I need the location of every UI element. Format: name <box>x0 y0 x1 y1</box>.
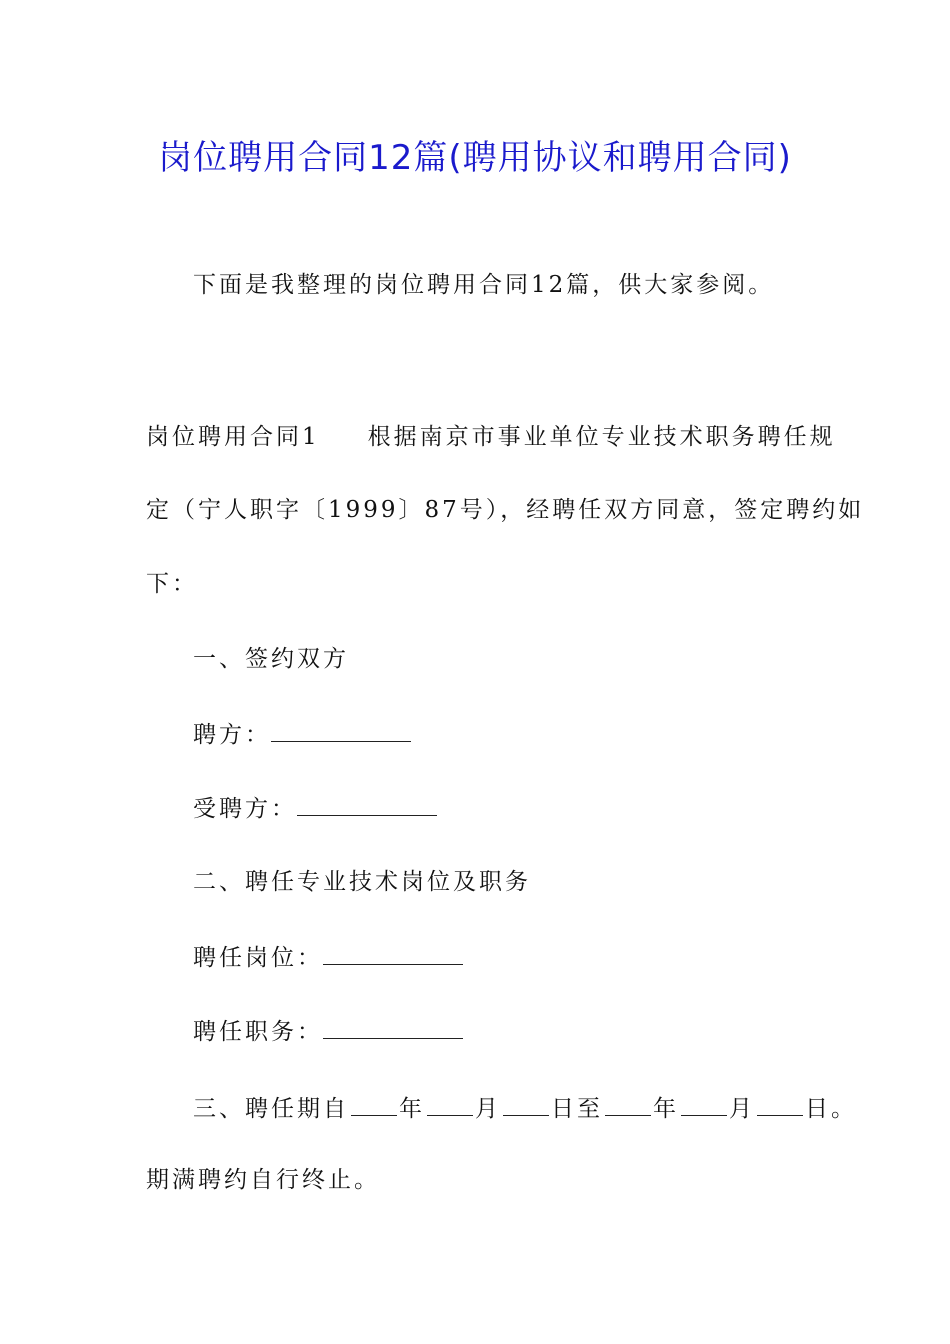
blank-line <box>605 1093 651 1116</box>
blank-line <box>503 1093 549 1116</box>
employer-field <box>193 719 411 750</box>
term-text: 日。 <box>805 1096 857 1122</box>
section-heading: 二、聘任专业技术岗位及职务 <box>193 869 531 895</box>
paragraph-line <box>146 422 836 452</box>
paragraph-line: 期满聘约自行终止。 <box>146 1167 380 1193</box>
contract-heading: 岗位聘用合同1 <box>146 424 320 450</box>
term-text: 月 <box>729 1096 755 1122</box>
document-title: 岗位聘用合同12篇(聘用协议和聘用合同) <box>158 138 792 178</box>
term-line <box>193 1093 857 1124</box>
blank-line <box>351 1093 397 1116</box>
employee-field <box>193 793 437 824</box>
field-label: 聘任职务： <box>193 1019 323 1045</box>
paragraph-text: 根据南京市事业单位专业技术职务聘任规 <box>367 424 836 450</box>
term-text: 年 <box>399 1096 425 1122</box>
field-label: 聘任岗位： <box>193 945 323 971</box>
paragraph-line: 下： <box>146 571 198 597</box>
blank-line <box>297 793 437 816</box>
post-field <box>193 942 463 973</box>
blank-line <box>323 1016 463 1039</box>
term-text: 日至 <box>551 1096 603 1122</box>
blank-line <box>681 1093 727 1116</box>
field-label: 聘方： <box>193 722 271 748</box>
blank-line <box>427 1093 473 1116</box>
term-text: 月 <box>475 1096 501 1122</box>
blank-line <box>271 719 411 742</box>
paragraph-line: 定（宁人职字〔1999〕87号），经聘任双方同意，签定聘约如 <box>146 497 865 523</box>
section-heading: 一、签约双方 <box>193 646 349 672</box>
blank-line <box>323 942 463 965</box>
term-text: 年 <box>653 1096 679 1122</box>
term-text: 三、聘任期自 <box>193 1096 349 1122</box>
duty-field <box>193 1016 463 1047</box>
field-label: 受聘方： <box>193 796 297 822</box>
intro-paragraph: 下面是我整理的岗位聘用合同12篇，供大家参阅。 <box>193 272 775 298</box>
blank-line <box>757 1093 803 1116</box>
